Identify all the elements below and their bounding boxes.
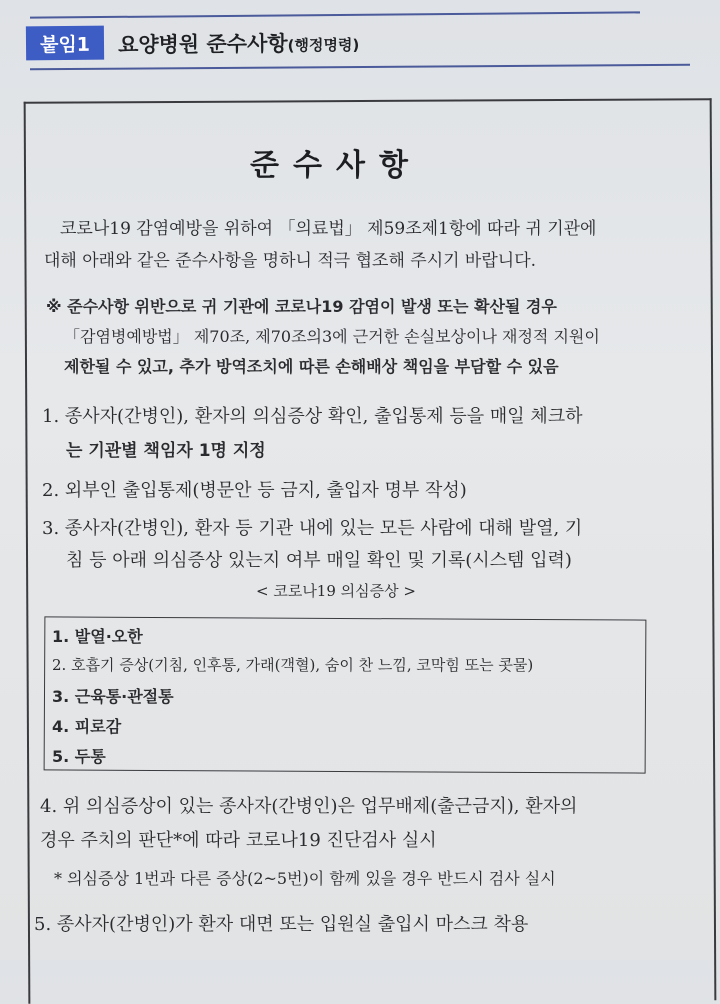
notice-line-2: 「감염병예방법」 제70조, 제70조의3에 근거한 손실보상이나 재정적 지원이	[64, 327, 600, 346]
item-3-line-2: 침 등 아래 의심증상 있는지 여부 매일 확인 및 기록(시스템 입력)	[66, 550, 572, 571]
symptom-3: 3. 근육통·관절통	[52, 687, 174, 706]
item-4-line-1: 4. 위 의심증상이 있는 종사자(간병인)은 업무배제(출근금지), 환자의	[40, 796, 578, 817]
header-title-text: 요양병원 준수사항	[117, 31, 288, 58]
notice-line-3: 제한될 수 있고, 추가 방역조치에 따른 손해배상 책임을 부담할 수 있음	[64, 357, 559, 376]
item-2: 2. 외부인 출입통제(병문안 등 금지, 출입자 명부 작성)	[42, 480, 467, 501]
section-tag: 붙임1	[26, 26, 104, 61]
symptom-4: 4. 피로감	[52, 717, 122, 736]
symptom-1: 1. 발열·오한	[52, 627, 143, 646]
symptom-5: 5. 두통	[52, 747, 106, 766]
intro-line-1: 코로나19 감염예방을 위하여 「의료법」 제59조제1항에 따라 귀 기관에	[60, 219, 597, 239]
symptoms-heading: < 코로나19 의심증상 >	[256, 582, 416, 600]
main-title: 준수사항	[250, 148, 422, 183]
header-line-bottom	[30, 64, 690, 71]
symptom-2: 2. 호흡기 증상(기침, 인후통, 가래(객혈), 숨이 찬 느낌, 코막힘 또는 콧물)	[52, 656, 534, 674]
item-3-line-1: 3. 종사자(간병인), 환자 등 기관 내에 있는 모든 사람에 대해 발열, 기	[42, 518, 583, 539]
item-1-line-1: 1. 종사자(간병인), 환자의 의심증상 확인, 출입통제 등을 매일 체크하	[42, 406, 583, 427]
header-title-note: (행정명령)	[287, 35, 360, 55]
notice-line-1: ※ 준수사항 위반으로 귀 기관에 코로나19 감염이 발생 또는 확산될 경우	[46, 297, 557, 316]
item-4-line-2: 경우 주치의 판단*에 따라 코로나19 진단검사 실시	[40, 830, 437, 851]
item-1-line-2: 는 기관별 책임자 1명 지정	[66, 441, 266, 461]
item-5: 5. 종사자(간병인)가 환자 대면 또는 입원실 출입시 마스크 착용	[34, 914, 529, 935]
header-line-top	[30, 11, 640, 18]
intro-line-2: 대해 아래와 같은 준수사항을 명하니 적극 협조해 주시기 바랍니다.	[44, 251, 537, 271]
item-4-note: * 의심증상 1번과 다른 증상(2~5번)이 함께 있을 경우 반드시 검사 실시	[54, 869, 556, 888]
header-title	[118, 27, 360, 59]
